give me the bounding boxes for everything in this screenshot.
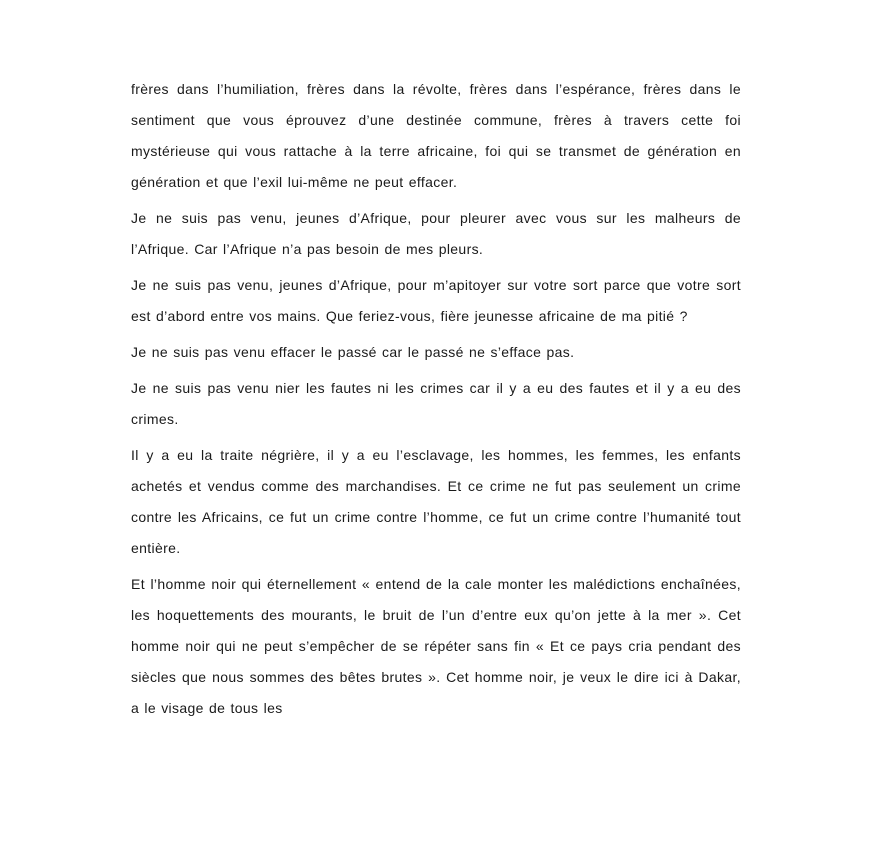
paragraph-6: Il y a eu la traite négrière, il y a eu l’esclavage, les hommes, les femmes, les enfants achetés et vendus comme des marchandises. Et ce crime ne fut pas seulement un crime contre les Africains, ce fut un crime contre l’homme, ce fut un crime contre l’humanité tout entière. <box>131 447 741 556</box>
paragraph-1: frères dans l’humiliation, frères dans la révolte, frères dans l’espérance, frères dans le sentiment que vous éprouvez d’une destinée commune, frères à travers cette foi mystérieuse qui vous rattache à la terre africaine, foi qui se transmet de génération en génération et que l’exil lui-même ne peut effacer. <box>131 81 741 190</box>
paragraph-2: Je ne suis pas venu, jeunes d’Afrique, pour pleurer avec vous sur les malheurs de l’Afrique. Car l’Afrique n’a pas besoin de mes pleurs. <box>131 210 741 257</box>
paragraph-4: Je ne suis pas venu effacer le passé car le passé ne s’efface pas. <box>131 344 575 360</box>
paragraph-5: Je ne suis pas venu nier les fautes ni les crimes car il y a eu des fautes et il y a eu des crimes. <box>131 380 741 427</box>
paragraph-3: Je ne suis pas venu, jeunes d’Afrique, pour m’apitoyer sur votre sort parce que votre sort est d’abord entre vos mains. Que feriez-vous, fière jeunesse africaine de ma pitié ? <box>131 277 741 324</box>
paragraph-7: Et l’homme noir qui éternellement « entend de la cale monter les malédictions enchaînées, les hoquettements des mourants, le bruit de l’un d’entre eux qu’on jette à la mer ». Cet homme noir qui ne peut s’empêcher de se répéter sans fin « Et ce pays cria pendant des siècles que nous sommes des bêtes brutes ». Cet homme noir, je veux le dire ici à Dakar, a le visage de tous les <box>131 576 741 716</box>
document-body <box>131 74 741 729</box>
